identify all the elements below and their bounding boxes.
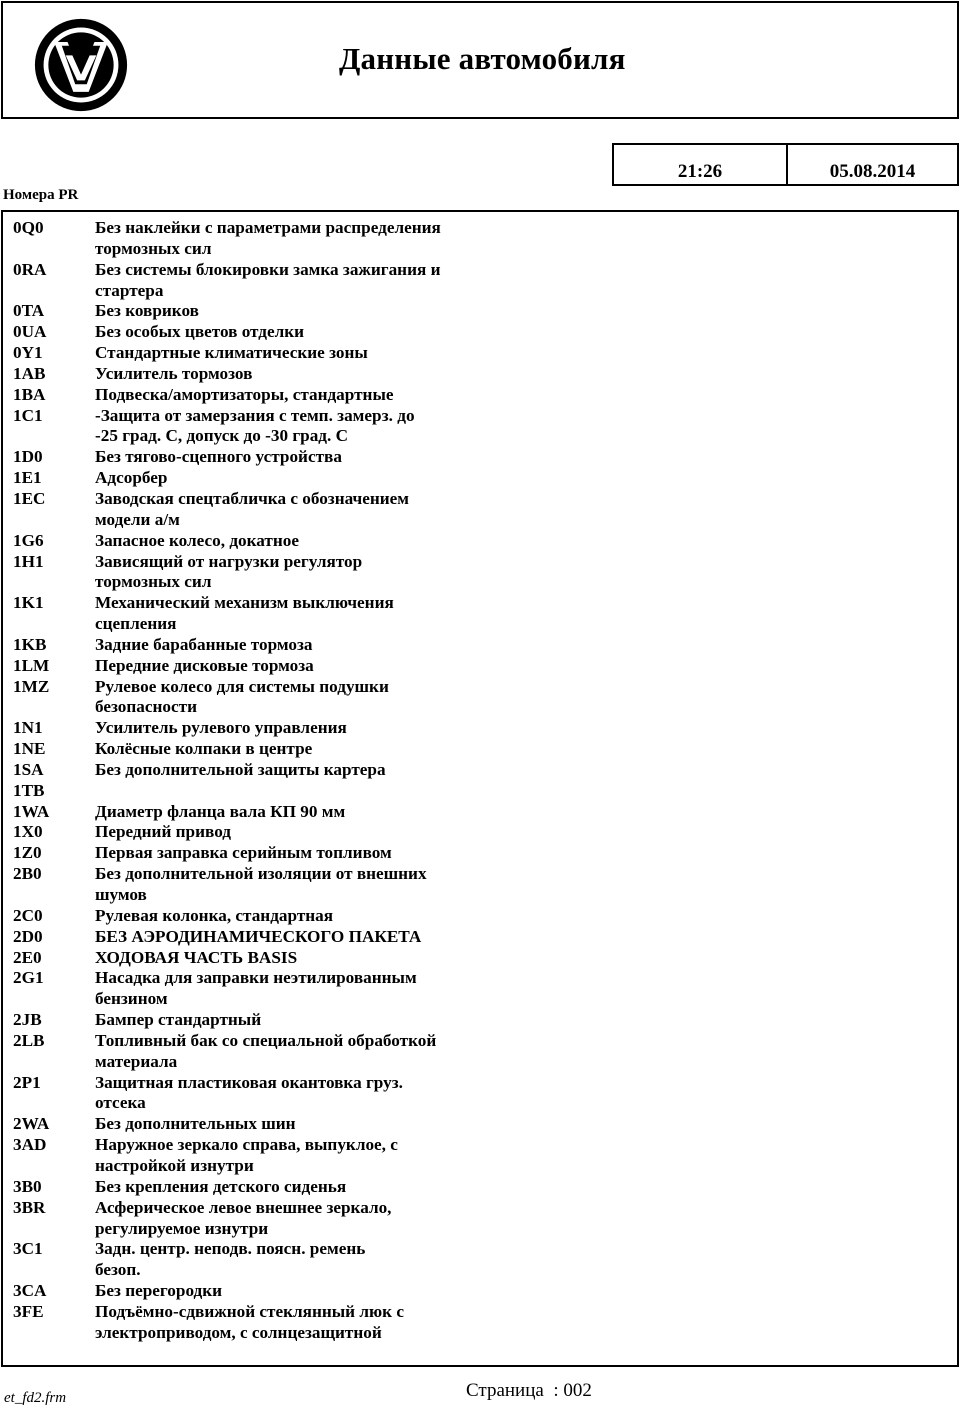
pr-description: Усилитель рулевого управления (95, 718, 347, 738)
pr-description (95, 781, 485, 802)
pr-description: Без дополнительной защиты картера (95, 759, 386, 779)
list-item (13, 468, 485, 489)
pr-code: 3AD (13, 1135, 47, 1155)
pr-code: 1H1 (13, 551, 44, 571)
list-item (13, 677, 485, 719)
pr-description: Задн. центр. неподв. поясн. ремень безоп. (95, 1239, 366, 1280)
pr-code: 2LB (13, 1030, 45, 1050)
pr-description: Без ковриков (95, 301, 199, 321)
pr-description: Без особых цветов отделки (95, 322, 305, 342)
pr-description: Подъёмно-сдвижной стеклянный люк с электроприводом, с солнцезащитной (95, 1301, 404, 1342)
pr-description: Зависящий от нагрузки регулятор тормозных сил (95, 551, 363, 592)
pr-description: Без перегородки (95, 1281, 223, 1301)
pr-code: 2G1 (13, 968, 44, 988)
pr-code: 0UA (13, 322, 47, 342)
pr-description: Адсорбер (95, 468, 168, 488)
pr-code: 1X0 (13, 822, 43, 842)
list-item (13, 385, 485, 406)
list-item (13, 322, 485, 343)
pr-description: Заводская спецтабличка с обозначением модели а/м (95, 488, 409, 529)
pr-description: БЕЗ АЭРОДИНАМИЧЕСКОГО ПАКЕТА (95, 926, 422, 946)
pr-code: 1WA (13, 801, 50, 821)
pr-description: -Защита от замерзания с темп. замерз. до -25 град. С, допуск до -30 град. С (95, 405, 415, 446)
pr-description: Без крепления детского сиденья (95, 1176, 347, 1196)
pr-description: Асферическое левое внешнее зеркало, регулируемое изнутри (95, 1197, 392, 1238)
volkswagen-logo-icon (33, 17, 129, 113)
list-item (13, 406, 485, 448)
print-time: 21:26 (614, 145, 788, 184)
pr-code: 0Q0 (13, 218, 44, 237)
pr-description: Без наклейки с параметрами распределения тормозных сил (95, 218, 441, 258)
list-item (13, 822, 485, 843)
form-file-name: et_fd2.frm (4, 1390, 67, 1406)
list-item (13, 1302, 485, 1344)
list-item (13, 843, 485, 864)
pr-description: Усилитель тормозов (95, 363, 253, 383)
pr-description: Защитная пластиковая окантовка груз. отсека (95, 1072, 403, 1113)
pr-code: 1N1 (13, 718, 43, 738)
pr-code: 0Y1 (13, 343, 43, 363)
pr-code: 1EC (13, 488, 46, 508)
list-item (13, 739, 485, 760)
list-item (13, 1073, 485, 1115)
list-item (13, 1281, 485, 1302)
list-item (13, 656, 485, 677)
list-item (13, 802, 485, 823)
pr-code: 1K1 (13, 593, 44, 613)
list-item (13, 1010, 485, 1031)
pr-description: Насадка для заправки неэтилированным бензином (95, 968, 417, 1009)
pr-description: Передний привод (95, 822, 231, 842)
pr-code: 1NE (13, 739, 46, 759)
pr-description: Диаметр фланца вала КП 90 мм (95, 801, 346, 821)
pr-code: 1D0 (13, 447, 43, 467)
pr-code: 2JB (13, 1010, 42, 1030)
list-item (13, 718, 485, 739)
list-item (13, 552, 485, 594)
pr-description: Стандартные климатические зоны (95, 343, 368, 363)
pr-description: Передние дисковые тормоза (95, 655, 314, 675)
pr-description: Наружное зеркало справа, выпуклое, с настройкой изнутри (95, 1135, 398, 1175)
pr-code: 3C1 (13, 1239, 43, 1259)
pr-code: 1TB (13, 780, 45, 800)
list-item (13, 343, 485, 364)
pr-code: 1AB (13, 363, 46, 383)
pr-description: Без дополнительных шин (95, 1114, 296, 1134)
pr-description: Рулевое колесо для системы подушки безопасности (95, 676, 389, 717)
pr-description: Колёсные колпаки в центре (95, 739, 313, 759)
list-item (13, 1135, 485, 1177)
list-item (13, 968, 485, 1010)
list-item (13, 1114, 485, 1135)
pr-code: 0TA (13, 301, 45, 321)
pr-code-rows (13, 218, 485, 1344)
pr-code: 3BR (13, 1197, 46, 1217)
datetime-box (612, 143, 959, 186)
pr-description: Топливный бак со специальной обработкой материала (95, 1030, 437, 1071)
pr-code: 1C1 (13, 405, 43, 425)
pr-code: 3B0 (13, 1176, 42, 1196)
list-item (13, 906, 485, 927)
list-item (13, 1031, 485, 1073)
page-number: Страница : 002 (466, 1380, 592, 1401)
pr-description: Рулевая колонка, стандартная (95, 905, 334, 925)
pr-code: 3FE (13, 1301, 44, 1321)
list-item (13, 260, 485, 302)
list-item (13, 781, 485, 802)
list-item (13, 593, 485, 635)
pr-description: Без системы блокировки замка зажигания и стартера (95, 259, 441, 300)
pr-code: 1BA (13, 384, 46, 404)
print-date: 05.08.2014 (829, 161, 916, 182)
pr-code: 2E0 (13, 947, 42, 967)
list-item (13, 760, 485, 781)
pr-description: Механический механизм выключения сцепления (95, 593, 394, 634)
pr-code: 1E1 (13, 468, 42, 488)
list-item (13, 301, 485, 322)
pr-description: Задние барабанные тормоза (95, 634, 313, 654)
pr-description: Бампер стандартный (95, 1010, 262, 1030)
pr-code: 0RA (13, 259, 47, 279)
pr-code: 3CA (13, 1281, 47, 1301)
pr-description: Подвеска/амортизаторы, стандартные (95, 384, 394, 404)
pr-code: 1G6 (13, 530, 44, 550)
section-label: Номера PR (3, 187, 79, 203)
list-item (13, 447, 485, 468)
pr-code: 2C0 (13, 905, 43, 925)
pr-code: 1MZ (13, 676, 50, 696)
list-item (13, 948, 485, 969)
list-item (13, 635, 485, 656)
list-item (13, 489, 485, 531)
pr-code: 2B0 (13, 864, 42, 884)
list-item (13, 531, 485, 552)
pr-description: ХОДОВАЯ ЧАСТЬ BASIS (95, 947, 298, 967)
list-item (13, 364, 485, 385)
list-item (13, 1198, 485, 1240)
pr-description: Первая заправка серийным топливом (95, 843, 392, 863)
list-item (13, 1239, 485, 1281)
pr-description: Без дополнительной изоляции от внешних шумов (95, 864, 427, 904)
pr-description: Без тягово-сцепного устройства (95, 447, 342, 467)
pr-description: Запасное колесо, докатное (95, 530, 299, 550)
document-header (1, 1, 959, 119)
pr-code: 2P1 (13, 1072, 41, 1092)
pr-code: 1Z0 (13, 843, 42, 863)
list-item (13, 864, 485, 906)
pr-code: 1KB (13, 634, 47, 654)
pr-code: 2D0 (13, 926, 43, 946)
pr-code-list (1, 210, 959, 1367)
page-title: Данные автомобиля (339, 41, 626, 76)
pr-code: 1LM (13, 655, 50, 675)
list-item (13, 927, 485, 948)
pr-code: 1SA (13, 759, 44, 779)
list-item (13, 218, 485, 260)
list-item (13, 1177, 485, 1198)
pr-code: 2WA (13, 1114, 50, 1134)
